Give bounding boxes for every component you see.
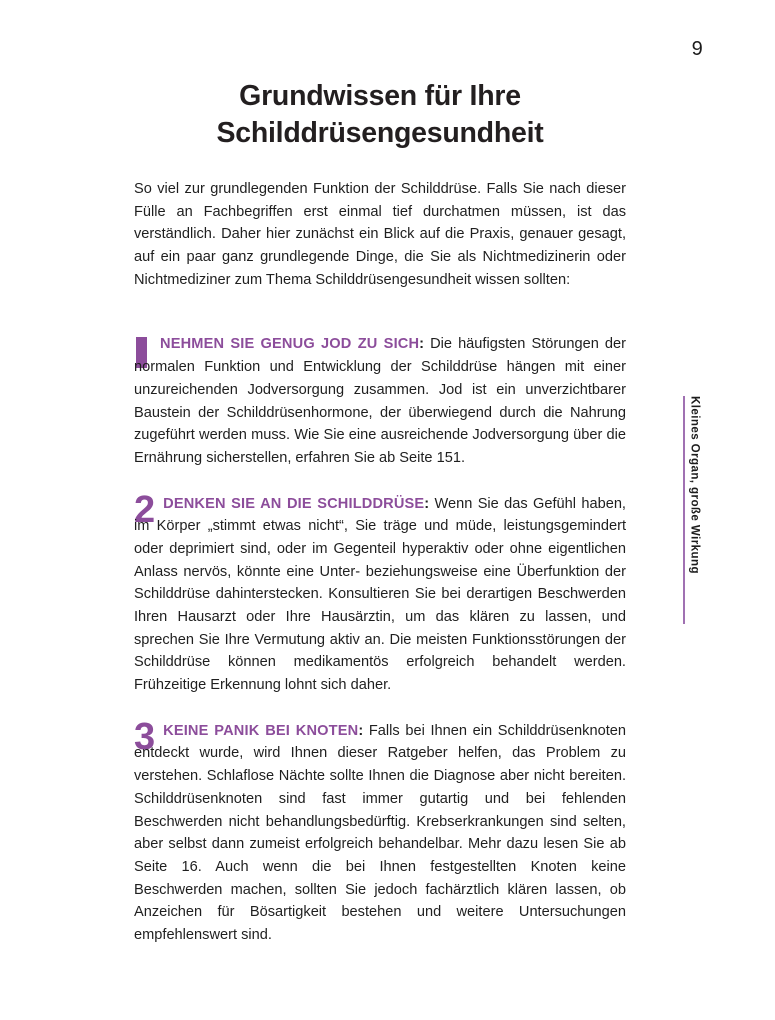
list-item-lead: KEINE PANIK BEI KNOTEN (163, 722, 359, 739)
text-column (134, 178, 626, 970)
list-item-body: Wenn Sie das Gefühl haben, im Körper „stimmt etwas nicht“, Sie träge und müde, leistungsgemindert oder deprimiert sind, oder im Gegenteil hyperaktiv oder ohne eigentlichen Anlass nervös, könnte eine Unter- beziehungsweise eine Überfunktion der Schilddrüse dahinterstecken. Konsultieren Sie bei derartigen Beschwerden Ihren Hausarzt oder Ihre Hausärztin, um das klären zu lassen, und sprechen Sie Ihre Vermutung aktiv an. Die meisten Funktionsstörungen der Schilddrüse können medikamentös erfolgreich behandelt werden. Frühzeitige Erkennung lohnt sich daher. (134, 495, 626, 694)
list-item-colon: : (424, 495, 430, 512)
list-item (134, 488, 626, 697)
page-number: 9 (691, 38, 703, 60)
running-side-tab (683, 396, 701, 624)
list-item-colon: : (419, 336, 425, 353)
list-item (134, 715, 626, 947)
list-number-2: 2 (134, 488, 155, 531)
intro-paragraph: So viel zur grundlegenden Funktion der Schilddrüse. Falls Sie nach dieser Fülle an Fachbegriffen erst einmal tief durchatmen müssen, ist das verständlich. Daher hier zunächst ein Blick auf die Praxis, genauer gesagt, auf ein paar ganz grundlegende Dinge, die Sie als Nichtmedizinerin oder Nichtmediziner zum Thema Schilddrüsengesundheit wissen sollten: (134, 181, 626, 288)
list-item-text (134, 715, 626, 947)
page-title (134, 78, 626, 152)
list-item-lead: NEHMEN SIE GENUG JOD ZU SICH (160, 336, 420, 353)
list-item-body: Die häufigsten Störungen der normalen Funktion und Entwicklung der Schilddrüse hängen mit einer unzureichenden Jodversorgung zusammen. Jod ist ein unverzichtbarer Baustein der Schilddrüsenhormone, der überwiegend durch die Nahrung zugeführt werden muss. Wie Sie eine ausreichende Jodversorgung über die Ernährung sicherstellen, erfahren Sie ab Seite 151. (134, 336, 626, 466)
list-item-lead: DENKEN SIE AN DIE SCHILDDRÜSE (163, 495, 425, 512)
list-item (134, 333, 626, 469)
side-tab-rule (683, 396, 685, 624)
side-tab-label: Kleines Organ, große Wirkung (688, 396, 702, 574)
list-item-text (134, 333, 626, 469)
list-item-body: Falls bei Ihnen ein Schilddrüsenknoten entdeckt wurde, wird Ihnen dieser Ratgeber helfen, das Problem zu verstehen. Schlaflose Nächte sollte Ihnen die Diagnose aber nicht bereiten. Schilddrüsenknoten sind fast immer gutartig und bei fehlenden Beschwerden nicht behandlungsbedürftig. Krebserkrankungen sind selten, aber selbst dann zumeist erfolgreich behandelbar. Mehr dazu lesen Sie ab Seite 16. Auch wenn die bei Ihnen festgestellten Knoten keine Beschwerden machen, sollten Sie jedoch fachärztlich klären lassen, ob Anzeichen für Bösartigkeit bestehen und weitere Untersuchungen empfehlenswert sind. (134, 722, 626, 943)
list-item-colon: : (358, 722, 364, 739)
numbered-list (134, 333, 626, 946)
page-title-line-2: Schilddrüsengesundheit (216, 117, 544, 150)
page-title-line-1: Grundwissen für Ihre (239, 80, 521, 112)
list-number-3: 3 (134, 715, 155, 758)
list-item-text (134, 488, 626, 697)
